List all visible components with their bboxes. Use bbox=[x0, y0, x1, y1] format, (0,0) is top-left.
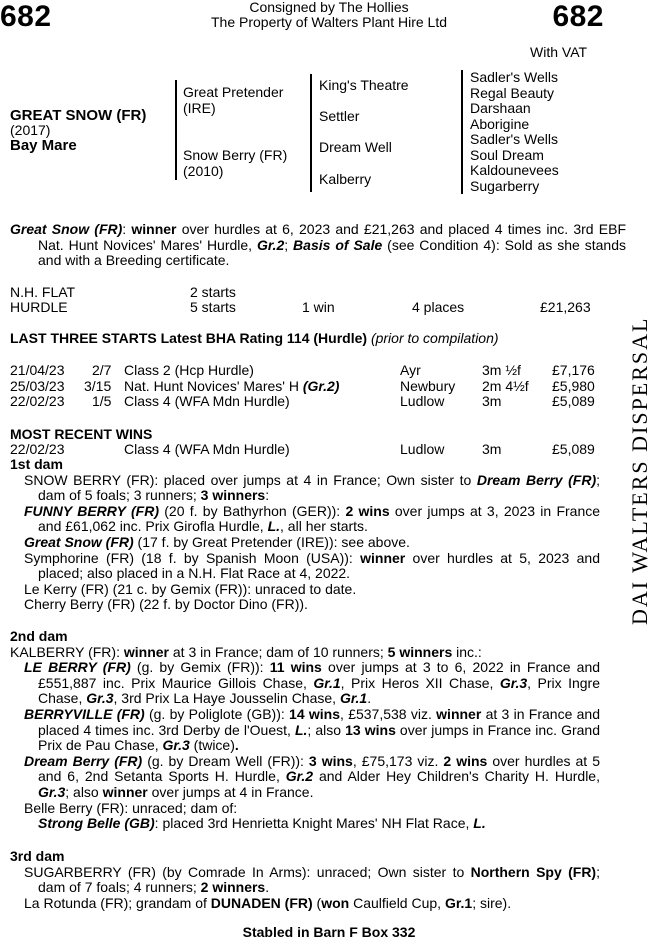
property-line: The Property of Walters Plant Hire Ltd bbox=[210, 14, 448, 30]
lt-pos-1: 2/7 bbox=[92, 362, 112, 378]
first-dam-produce-4: Le Kerry (FR) (21 c. by Gemix (FR)): unraced to date. bbox=[24, 580, 357, 597]
rw-date-1: 22/02/23 bbox=[10, 441, 65, 457]
second-dam-produce-4: Belle Berry (FR): unraced; dam of: bbox=[24, 799, 238, 816]
lt-course-1: Ayr bbox=[400, 362, 421, 378]
pedigree-divider-3 bbox=[461, 70, 463, 194]
rw-prize-1: £5,089 bbox=[552, 441, 595, 457]
pedigree-divider-1 bbox=[175, 80, 177, 180]
first-dam-produce-3: Symphorine (FR) (18 f. by Spanish Moon (USA)): winner over hurdles at 5, 2023 and placed; also placed in a N.H. Flat Race at 4, 2022. bbox=[24, 549, 600, 582]
second-dam-para: KALBERRY (FR): winner at 3 in France; dam of 10 runners; 5 winners inc.: bbox=[10, 643, 482, 660]
lt-course-2: Newbury bbox=[400, 378, 456, 394]
second-dam-heading: 2nd dam bbox=[10, 628, 68, 644]
second-dam-produce-2: BERRYVILLE (FR) (g. by Poliglote (GB)): 14 wins, £537,538 viz. winner at 3 in France and placed 4 times inc. 3rd Derby de l'Ouest, L.; also 13 wins over jumps in France inc. Grand Prix de Pau Chase, Gr.3 (twice). bbox=[24, 705, 600, 754]
last-three-heading: LAST THREE STARTS Latest BHA Rating 114 (Hurdle) (prior to compilation) bbox=[10, 330, 499, 346]
pedigree-divider-2 bbox=[310, 74, 312, 192]
record-starts-1: 2 starts bbox=[190, 284, 236, 300]
lt-pos-3: 1/5 bbox=[92, 393, 112, 409]
lt-dist-1: 3m ½f bbox=[482, 362, 521, 378]
first-dam-produce-2: Great Snow (FR) (17 f. by Great Pretender (IRE)): see above. bbox=[24, 533, 410, 550]
lt-dist-3: 3m bbox=[482, 393, 502, 409]
lt-prize-2: £5,980 bbox=[552, 378, 595, 394]
vat-note: With VAT bbox=[530, 44, 588, 60]
lt-race-3: Class 4 (WFA Mdn Hurdle) bbox=[124, 393, 290, 409]
pedigree-sire: Great Pretender (IRE) bbox=[183, 84, 284, 116]
pedigree-gen2-3: Dream Well bbox=[319, 139, 392, 155]
lt-race-2: Nat. Hunt Novices' Mares' H (Gr.2) bbox=[124, 378, 340, 394]
lt-prize-1: £7,176 bbox=[552, 362, 595, 378]
lot-number-left: 682 bbox=[0, 0, 52, 33]
third-dam-para: SUGARBERRY (FR) (by Comrade In Arms): unraced; Own sister to Northern Spy (FR); dam of 7 foals; 4 runners; 2 winners. bbox=[24, 863, 600, 896]
record-starts-2: 5 starts bbox=[190, 299, 236, 315]
rw-dist-1: 3m bbox=[482, 441, 502, 457]
lt-date-2: 25/03/23 bbox=[10, 378, 65, 394]
rw-course-1: Ludlow bbox=[400, 441, 445, 457]
first-dam-produce-1: FUNNY BERRY (FR) (20 f. by Bathyrhon (GER)): 2 wins over jumps at 3, 2023 in France and £61,062 inc. Prix Girofla Hurdle, L., all her starts. bbox=[24, 502, 601, 535]
third-dam-block bbox=[10, 849, 600, 911]
stabling-footer: Stabled in Barn F Box 332 bbox=[242, 924, 416, 940]
lt-date-3: 22/02/23 bbox=[10, 393, 65, 409]
second-dam-produce-1: LE BERRY (FR) (g. by Gemix (FR)): 11 wins over jumps at 3 to 6, 2022 in France and £551,887 inc. Prix Maurice Gillois Chase, Gr.1, Prix Heros XII Chase, Gr.3, Prix Ingre Chase, Gr.3, 3rd Prix La Haye Jousselin Chase, Gr.1. bbox=[24, 659, 601, 707]
first-dam-para: SNOW BERRY (FR): placed over jumps at 4 in France; Own sister to Dream Berry (FR); dam of 5 foals; 3 runners; 3 winners: bbox=[24, 471, 600, 504]
lt-prize-3: £5,089 bbox=[552, 393, 595, 409]
horse-sex: Bay Mare bbox=[10, 137, 77, 154]
horse-identity bbox=[10, 108, 146, 153]
first-dam-block bbox=[10, 457, 600, 613]
second-dam-grandproduce: Strong Belle (GB): placed 3rd Henrietta Knight Mares' NH Flat Race, L. bbox=[38, 815, 486, 832]
horse-year: (2017) bbox=[10, 122, 51, 138]
pedigree-gen3: Sadler's Wells Regal Beauty Darshaan Aborigine Sadler's Wells Soul Dream Kaldounevees Sugarberry bbox=[470, 69, 559, 194]
lt-dist-2: 2m 4½f bbox=[482, 378, 529, 394]
side-banner-text: DAI WALTERS DISPERSAL bbox=[627, 316, 652, 625]
third-dam-heading: 3rd dam bbox=[10, 848, 65, 864]
record-type-1: N.H. FLAT bbox=[10, 284, 76, 300]
recent-wins-heading: MOST RECENT WINS bbox=[10, 426, 153, 442]
second-dam-produce-3: Dream Berry (FR) (g. by Dream Well (FR)): 3 wins, £75,173 viz. 2 wins over hurdles at 5 and 6, 2nd Setanta Sports H. Hurdle, Gr.2 and Alder Hey Children's Charity H. Hurdle, Gr.3; also winner over jumps at 4 in France. bbox=[24, 752, 600, 800]
lt-race-1: Class 2 (Hcp Hurdle) bbox=[124, 362, 254, 378]
rw-race-1: Class 4 (WFA Mdn Hurdle) bbox=[124, 441, 290, 457]
lt-date-1: 21/04/23 bbox=[10, 362, 65, 378]
horse-name: GREAT SNOW (FR) bbox=[10, 107, 147, 124]
record-type-2: HURDLE bbox=[10, 299, 68, 315]
consignor-line: Consigned by The Hollies bbox=[249, 0, 409, 15]
second-dam-block bbox=[10, 629, 600, 832]
pedigree-gen2-2: Settler bbox=[319, 108, 360, 124]
first-dam-produce-5: Cherry Berry (FR) (22 f. by Doctor Dino (FR)). bbox=[24, 596, 308, 613]
pedigree-gen2-1: King's Theatre bbox=[319, 77, 409, 93]
record-earnings-2: £21,263 bbox=[540, 299, 591, 315]
lt-pos-2: 3/15 bbox=[84, 378, 112, 394]
summary-paragraph: Great Snow (FR): winner over hurdles at 6, 2023 and £21,263 and placed 4 times inc. 3rd EBF Nat. Hunt Novices' Mares' Hurdle, Gr.2; Basis of Sale (see Condition 4): Sold as she stands and with a Breeding certificate. bbox=[10, 221, 627, 269]
lt-course-3: Ludlow bbox=[400, 393, 445, 409]
record-wins-2: 1 win bbox=[302, 299, 335, 315]
pedigree-dam: Snow Berry (FR) (2010) bbox=[183, 147, 288, 179]
record-places-2: 4 places bbox=[412, 299, 465, 315]
third-dam-produce-1: La Rotunda (FR); grandam of DUNADEN (FR) (won Caulfield Cup, Gr.1; sire). bbox=[24, 894, 512, 911]
lot-number-right: 682 bbox=[552, 0, 604, 33]
first-dam-heading: 1st dam bbox=[10, 456, 63, 472]
pedigree-gen2-4: Kalberry bbox=[319, 171, 372, 187]
